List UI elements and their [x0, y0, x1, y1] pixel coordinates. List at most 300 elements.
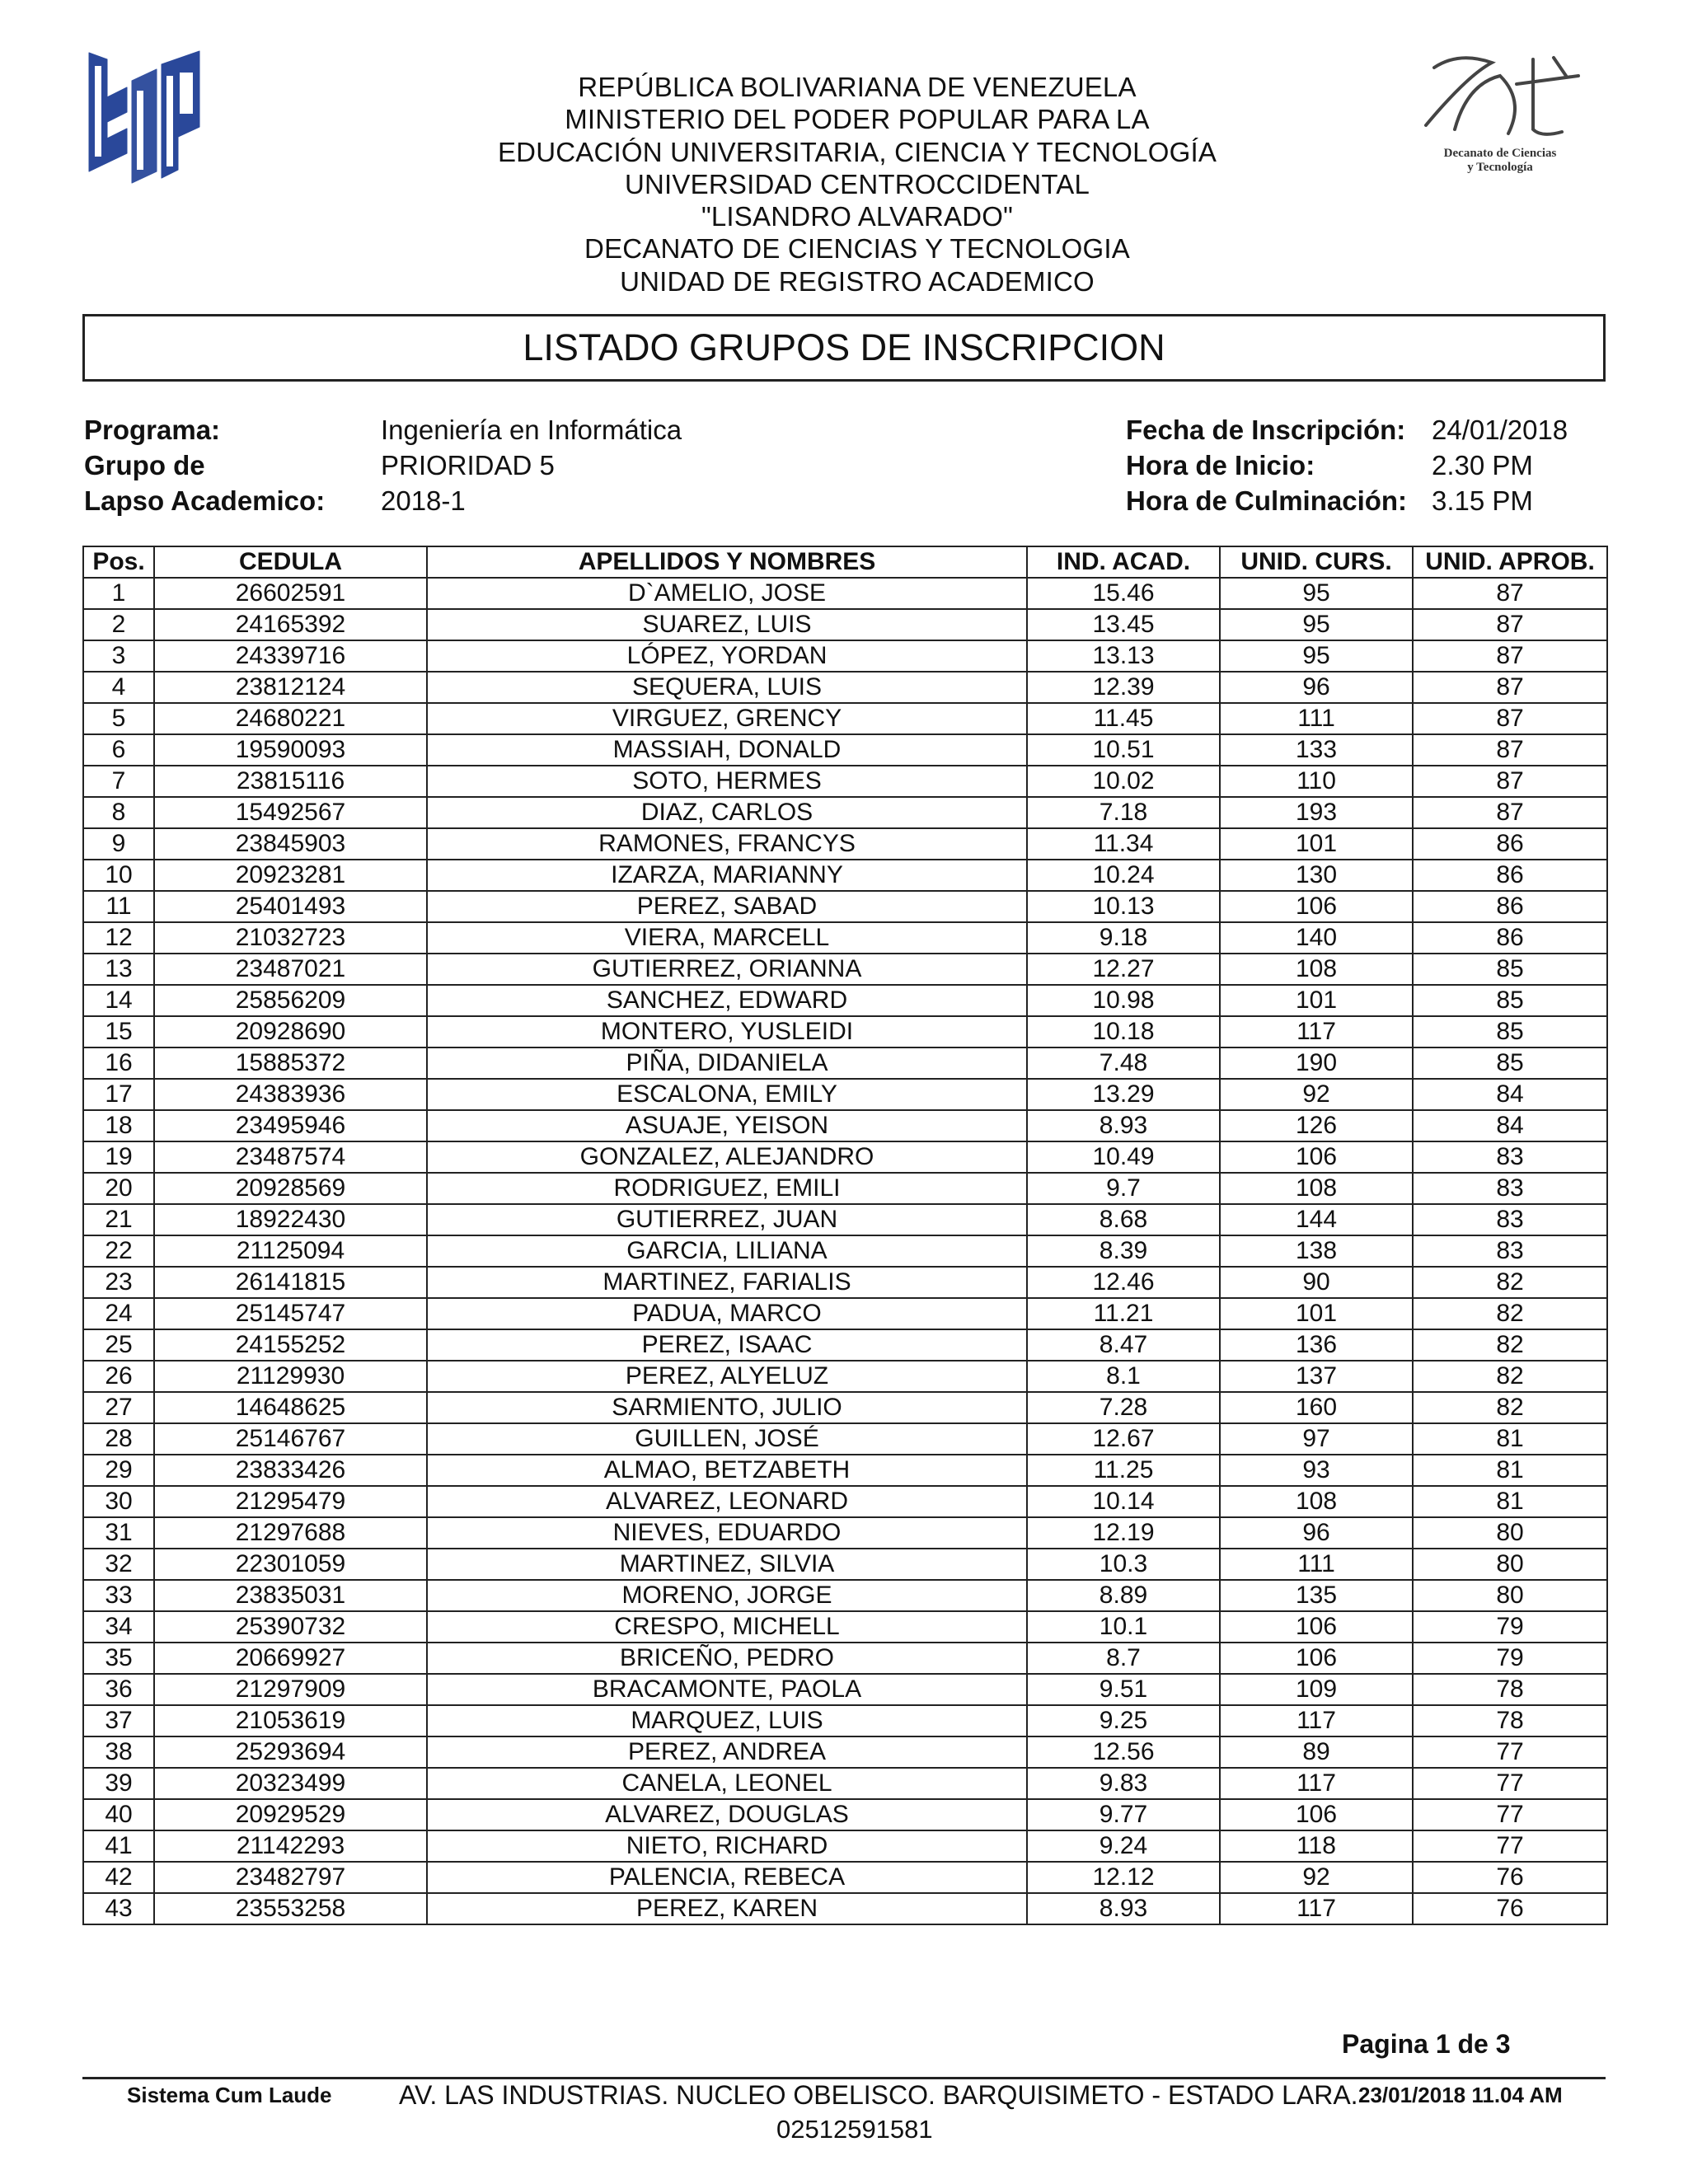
table-row — [83, 609, 1607, 640]
pos-cell: 3 — [83, 640, 154, 672]
unid-aprob-cell: 80 — [1413, 1549, 1607, 1580]
name-cell: ALVAREZ, LEONARD — [427, 1486, 1027, 1517]
name-cell: CANELA, LEONEL — [427, 1768, 1027, 1799]
unid-curs-cell: 106 — [1220, 1643, 1413, 1674]
ind-acad-cell: 9.77 — [1027, 1799, 1220, 1830]
pos-cell: 12 — [83, 922, 154, 954]
table-row — [83, 1455, 1607, 1486]
pos-cell: 30 — [83, 1486, 154, 1517]
name-cell: GONZALEZ, ALEJANDRO — [427, 1141, 1027, 1173]
unid-aprob-cell: 79 — [1413, 1643, 1607, 1674]
unid-aprob-cell: 82 — [1413, 1392, 1607, 1423]
table-row — [83, 1830, 1607, 1862]
name-cell: SOTO, HERMES — [427, 766, 1027, 797]
pos-cell: 32 — [83, 1549, 154, 1580]
col-header-ind-acad: IND. ACAD. — [1027, 546, 1220, 578]
ind-acad-cell: 8.47 — [1027, 1329, 1220, 1361]
unid-curs-cell: 137 — [1220, 1361, 1413, 1392]
cedula-cell: 19590093 — [154, 734, 427, 766]
pos-cell: 35 — [83, 1643, 154, 1674]
cedula-cell: 24165392 — [154, 609, 427, 640]
footer-datetime: 23/01/2018 11.04 AM — [1358, 2083, 1563, 2107]
ind-acad-cell: 15.46 — [1027, 578, 1220, 609]
unid-curs-cell: 106 — [1220, 1611, 1413, 1643]
unid-curs-cell: 118 — [1220, 1830, 1413, 1862]
name-cell: GARCIA, LILIANA — [427, 1235, 1027, 1267]
table-row — [83, 1016, 1607, 1047]
unid-curs-cell: 111 — [1220, 1549, 1413, 1580]
unid-curs-cell: 89 — [1220, 1736, 1413, 1768]
unid-aprob-cell: 81 — [1413, 1455, 1607, 1486]
footer-divider — [82, 2077, 1606, 2079]
table-row — [83, 860, 1607, 891]
unid-curs-cell: 117 — [1220, 1705, 1413, 1736]
name-cell: NIETO, RICHARD — [427, 1830, 1027, 1862]
ind-acad-cell: 8.93 — [1027, 1893, 1220, 1924]
ind-acad-cell: 10.98 — [1027, 985, 1220, 1016]
ind-acad-cell: 12.56 — [1027, 1736, 1220, 1768]
pos-cell: 9 — [83, 828, 154, 860]
pos-cell: 34 — [83, 1611, 154, 1643]
name-cell: SEQUERA, LUIS — [427, 672, 1027, 703]
ind-acad-cell: 12.46 — [1027, 1267, 1220, 1298]
unid-aprob-cell: 86 — [1413, 922, 1607, 954]
ind-acad-cell: 12.67 — [1027, 1423, 1220, 1455]
table-row — [83, 1768, 1607, 1799]
table-row — [83, 1549, 1607, 1580]
fecha-label: Fecha de Inscripción: — [1126, 415, 1406, 445]
cedula-cell: 23487021 — [154, 954, 427, 985]
unid-curs-cell: 160 — [1220, 1392, 1413, 1423]
unid-curs-cell: 95 — [1220, 640, 1413, 672]
col-header-pos: Pos. — [83, 546, 154, 578]
unid-curs-cell: 95 — [1220, 578, 1413, 609]
cedula-cell: 22301059 — [154, 1549, 427, 1580]
cedula-cell: 25390732 — [154, 1611, 427, 1643]
table-row — [83, 891, 1607, 922]
ind-acad-cell: 9.7 — [1027, 1173, 1220, 1204]
pos-cell: 37 — [83, 1705, 154, 1736]
pos-cell: 36 — [83, 1674, 154, 1705]
table-row — [83, 703, 1607, 734]
unid-aprob-cell: 77 — [1413, 1799, 1607, 1830]
unid-curs-cell: 190 — [1220, 1047, 1413, 1079]
unid-aprob-cell: 87 — [1413, 609, 1607, 640]
unid-aprob-cell: 78 — [1413, 1674, 1607, 1705]
ind-acad-cell: 12.19 — [1027, 1517, 1220, 1549]
unid-aprob-cell: 76 — [1413, 1893, 1607, 1924]
ind-acad-cell: 11.34 — [1027, 828, 1220, 860]
ind-acad-cell: 13.13 — [1027, 640, 1220, 672]
table-row — [83, 1047, 1607, 1079]
name-cell: BRACAMONTE, PAOLA — [427, 1674, 1027, 1705]
unid-curs-cell: 92 — [1220, 1862, 1413, 1893]
ind-acad-cell: 8.39 — [1027, 1235, 1220, 1267]
name-cell: GUTIERREZ, JUAN — [427, 1204, 1027, 1235]
name-cell: NIEVES, EDUARDO — [427, 1517, 1027, 1549]
name-cell: BRICEÑO, PEDRO — [427, 1643, 1027, 1674]
unid-curs-cell: 140 — [1220, 922, 1413, 954]
table-row — [83, 1110, 1607, 1141]
cedula-cell: 20928690 — [154, 1016, 427, 1047]
table-row — [83, 1079, 1607, 1110]
unid-aprob-cell: 86 — [1413, 860, 1607, 891]
table-row — [83, 1862, 1607, 1893]
pos-cell: 6 — [83, 734, 154, 766]
table-row — [83, 1173, 1607, 1204]
header-line: UNIVERSIDAD CENTROCCIDENTAL — [624, 168, 1090, 199]
unid-aprob-cell: 83 — [1413, 1204, 1607, 1235]
ind-acad-cell: 10.24 — [1027, 860, 1220, 891]
unid-curs-cell: 130 — [1220, 860, 1413, 891]
table-row — [83, 1611, 1607, 1643]
col-header-cedula: CEDULA — [154, 546, 427, 578]
name-cell: SUAREZ, LUIS — [427, 609, 1027, 640]
pos-cell: 43 — [83, 1893, 154, 1924]
table-row — [83, 1267, 1607, 1298]
pos-cell: 15 — [83, 1016, 154, 1047]
table-row — [83, 1705, 1607, 1736]
unid-curs-cell: 135 — [1220, 1580, 1413, 1611]
name-cell: RODRIGUEZ, EMILI — [427, 1173, 1027, 1204]
unid-curs-cell: 117 — [1220, 1016, 1413, 1047]
unid-curs-cell: 97 — [1220, 1423, 1413, 1455]
pos-cell: 41 — [83, 1830, 154, 1862]
programa-label: Programa: — [84, 415, 221, 445]
unid-aprob-cell: 85 — [1413, 985, 1607, 1016]
cedula-cell: 15885372 — [154, 1047, 427, 1079]
ind-acad-cell: 9.18 — [1027, 922, 1220, 954]
ind-acad-cell: 9.24 — [1027, 1830, 1220, 1862]
unid-aprob-cell: 82 — [1413, 1267, 1607, 1298]
name-cell: GUILLEN, JOSÉ — [427, 1423, 1027, 1455]
cedula-cell: 23815116 — [154, 766, 427, 797]
unid-aprob-cell: 82 — [1413, 1361, 1607, 1392]
ind-acad-cell: 7.48 — [1027, 1047, 1220, 1079]
col-header-unid-aprob: UNID. APROB. — [1413, 546, 1607, 578]
name-cell: PEREZ, ALYELUZ — [427, 1361, 1027, 1392]
ind-acad-cell: 9.25 — [1027, 1705, 1220, 1736]
cedula-cell: 25401493 — [154, 891, 427, 922]
unid-aprob-cell: 87 — [1413, 734, 1607, 766]
hora-inicio-label: Hora de Inicio: — [1126, 450, 1315, 480]
pos-cell: 18 — [83, 1110, 154, 1141]
unid-aprob-cell: 85 — [1413, 1047, 1607, 1079]
unid-aprob-cell: 85 — [1413, 954, 1607, 985]
unid-curs-cell: 108 — [1220, 1173, 1413, 1204]
ind-acad-cell: 12.27 — [1027, 954, 1220, 985]
footer-system-name: Sistema Cum Laude — [127, 2083, 332, 2107]
unid-aprob-cell: 83 — [1413, 1235, 1607, 1267]
pos-cell: 25 — [83, 1329, 154, 1361]
name-cell: PIÑA, DIDANIELA — [427, 1047, 1027, 1079]
header-line: EDUCACIÓN UNIVERSITARIA, CIENCIA Y TECNOLOGÍA — [497, 136, 1217, 167]
unid-aprob-cell: 86 — [1413, 828, 1607, 860]
pos-cell: 31 — [83, 1517, 154, 1549]
unid-curs-cell: 193 — [1220, 797, 1413, 828]
ind-acad-cell: 8.68 — [1027, 1204, 1220, 1235]
table-row — [83, 1141, 1607, 1173]
unid-curs-cell: 106 — [1220, 891, 1413, 922]
name-cell: MARQUEZ, LUIS — [427, 1705, 1027, 1736]
name-cell: PEREZ, SABAD — [427, 891, 1027, 922]
cedula-cell: 23812124 — [154, 672, 427, 703]
table-row — [83, 1361, 1607, 1392]
meta-labels-right — [1126, 412, 1407, 518]
cedula-cell: 25856209 — [154, 985, 427, 1016]
cedula-cell: 26602591 — [154, 578, 427, 609]
pos-cell: 14 — [83, 985, 154, 1016]
table-row — [83, 640, 1607, 672]
unid-curs-cell: 144 — [1220, 1204, 1413, 1235]
pos-cell: 24 — [83, 1298, 154, 1329]
cedula-cell: 24339716 — [154, 640, 427, 672]
unid-curs-cell: 101 — [1220, 828, 1413, 860]
unid-aprob-cell: 76 — [1413, 1862, 1607, 1893]
meta-values-right — [1432, 412, 1568, 518]
unid-aprob-cell: 87 — [1413, 578, 1607, 609]
unid-aprob-cell: 83 — [1413, 1173, 1607, 1204]
cedula-cell: 23833426 — [154, 1455, 427, 1486]
name-cell: CRESPO, MICHELL — [427, 1611, 1027, 1643]
unid-aprob-cell: 81 — [1413, 1423, 1607, 1455]
unid-aprob-cell: 80 — [1413, 1517, 1607, 1549]
table-row — [83, 1423, 1607, 1455]
unid-curs-cell: 96 — [1220, 1517, 1413, 1549]
unid-aprob-cell: 87 — [1413, 766, 1607, 797]
unid-aprob-cell: 77 — [1413, 1768, 1607, 1799]
name-cell: PEREZ, ANDREA — [427, 1736, 1027, 1768]
pos-cell: 4 — [83, 672, 154, 703]
name-cell: MORENO, JORGE — [427, 1580, 1027, 1611]
pos-cell: 22 — [83, 1235, 154, 1267]
meta-values-left — [381, 412, 682, 518]
table-row — [83, 1392, 1607, 1423]
cedula-cell: 23487574 — [154, 1141, 427, 1173]
ind-acad-cell: 7.28 — [1027, 1392, 1220, 1423]
pos-cell: 42 — [83, 1862, 154, 1893]
cedula-cell: 21032723 — [154, 922, 427, 954]
cedula-cell: 23553258 — [154, 1893, 427, 1924]
pos-cell: 20 — [83, 1173, 154, 1204]
table-row — [83, 1486, 1607, 1517]
unid-curs-cell: 93 — [1220, 1455, 1413, 1486]
ind-acad-cell: 11.45 — [1027, 703, 1220, 734]
ucla-logo — [82, 48, 206, 192]
cedula-cell: 24680221 — [154, 703, 427, 734]
unid-curs-cell: 117 — [1220, 1768, 1413, 1799]
table-row — [83, 1674, 1607, 1705]
pos-cell: 7 — [83, 766, 154, 797]
ind-acad-cell: 10.02 — [1027, 766, 1220, 797]
name-cell: ALVAREZ, DOUGLAS — [427, 1799, 1027, 1830]
name-cell: PEREZ, ISAAC — [427, 1329, 1027, 1361]
table-row — [83, 1329, 1607, 1361]
ind-acad-cell: 12.39 — [1027, 672, 1220, 703]
unid-curs-cell: 90 — [1220, 1267, 1413, 1298]
ind-acad-cell: 11.21 — [1027, 1298, 1220, 1329]
cedula-cell: 25293694 — [154, 1736, 427, 1768]
footer-phone: 02512591581 — [776, 2115, 933, 2144]
cedula-cell: 24383936 — [154, 1079, 427, 1110]
ind-acad-cell: 9.51 — [1027, 1674, 1220, 1705]
grupo-value: PRIORIDAD 5 — [381, 450, 555, 480]
unid-curs-cell: 106 — [1220, 1799, 1413, 1830]
name-cell: SANCHEZ, EDWARD — [427, 985, 1027, 1016]
cedula-cell: 21297909 — [154, 1674, 427, 1705]
footer-address: AV. LAS INDUSTRIAS. NUCLEO OBELISCO. BARQUISIMETO - ESTADO LARA. — [399, 2080, 1358, 2110]
pos-cell: 11 — [83, 891, 154, 922]
ind-acad-cell: 11.25 — [1027, 1455, 1220, 1486]
name-cell: PEREZ, KAREN — [427, 1893, 1027, 1924]
cedula-cell: 20929529 — [154, 1799, 427, 1830]
table-row — [83, 1204, 1607, 1235]
cedula-cell: 20669927 — [154, 1643, 427, 1674]
unid-curs-cell: 96 — [1220, 672, 1413, 703]
unid-curs-cell: 126 — [1220, 1110, 1413, 1141]
table-body — [83, 578, 1607, 1924]
cedula-cell: 26141815 — [154, 1267, 427, 1298]
ind-acad-cell: 13.45 — [1027, 609, 1220, 640]
unid-aprob-cell: 83 — [1413, 1141, 1607, 1173]
unid-aprob-cell: 84 — [1413, 1079, 1607, 1110]
pos-cell: 27 — [83, 1392, 154, 1423]
unid-curs-cell: 111 — [1220, 703, 1413, 734]
unid-curs-cell: 101 — [1220, 1298, 1413, 1329]
unid-aprob-cell: 79 — [1413, 1611, 1607, 1643]
name-cell: RAMONES, FRANCYS — [427, 828, 1027, 860]
header-line: MINISTERIO DEL PODER POPULAR PARA LA — [565, 104, 1150, 135]
cedula-cell: 21129930 — [154, 1361, 427, 1392]
inscription-table — [82, 546, 1608, 1925]
table-row — [83, 1517, 1607, 1549]
hora-inicio-value: 2.30 PM — [1432, 450, 1533, 480]
table-row — [83, 1643, 1607, 1674]
programa-value: Ingeniería en Informática — [381, 415, 682, 445]
cedula-cell: 20923281 — [154, 860, 427, 891]
unid-curs-cell: 108 — [1220, 954, 1413, 985]
pos-cell: 8 — [83, 797, 154, 828]
name-cell: MASSIAH, DONALD — [427, 734, 1027, 766]
unid-aprob-cell: 85 — [1413, 1016, 1607, 1047]
col-header-nombres: APELLIDOS Y NOMBRES — [427, 546, 1027, 578]
unid-aprob-cell: 87 — [1413, 672, 1607, 703]
cedula-cell: 20928569 — [154, 1173, 427, 1204]
table-row — [83, 1235, 1607, 1267]
pos-cell: 39 — [83, 1768, 154, 1799]
ind-acad-cell: 8.1 — [1027, 1361, 1220, 1392]
col-header-unid-curs: UNID. CURS. — [1220, 546, 1413, 578]
cedula-cell: 21053619 — [154, 1705, 427, 1736]
header-line: REPÚBLICA BOLIVARIANA DE VENEZUELA — [578, 72, 1137, 102]
logo-caption-line: Decanato de Ciencias — [1443, 147, 1557, 160]
name-cell: PADUA, MARCO — [427, 1298, 1027, 1329]
unid-aprob-cell: 87 — [1413, 640, 1607, 672]
table-row — [83, 954, 1607, 985]
pos-cell: 21 — [83, 1204, 154, 1235]
unid-curs-cell: 117 — [1220, 1893, 1413, 1924]
unid-curs-cell: 138 — [1220, 1235, 1413, 1267]
lapso-label: Lapso Academico: — [84, 485, 326, 516]
ind-acad-cell: 10.49 — [1027, 1141, 1220, 1173]
unid-curs-cell: 92 — [1220, 1079, 1413, 1110]
pos-cell: 17 — [83, 1079, 154, 1110]
unid-aprob-cell: 87 — [1413, 703, 1607, 734]
pos-cell: 1 — [83, 578, 154, 609]
ind-acad-cell: 10.1 — [1027, 1611, 1220, 1643]
unid-aprob-cell: 80 — [1413, 1580, 1607, 1611]
ind-acad-cell: 8.93 — [1027, 1110, 1220, 1141]
cedula-cell: 15492567 — [154, 797, 427, 828]
cedula-cell: 20323499 — [154, 1768, 427, 1799]
document-title: LISTADO GRUPOS DE INSCRIPCION — [82, 314, 1606, 382]
unid-curs-cell: 106 — [1220, 1141, 1413, 1173]
cedula-cell: 21125094 — [154, 1235, 427, 1267]
logo-caption-line: y Tecnología — [1467, 161, 1533, 174]
name-cell: IZARZA, MARIANNY — [427, 860, 1027, 891]
cedula-cell: 25145747 — [154, 1298, 427, 1329]
name-cell: ALMAO, BETZABETH — [427, 1455, 1027, 1486]
cedula-cell: 25146767 — [154, 1423, 427, 1455]
name-cell: ASUAJE, YEISON — [427, 1110, 1027, 1141]
name-cell: ESCALONA, EMILY — [427, 1079, 1027, 1110]
cedula-cell: 21297688 — [154, 1517, 427, 1549]
ind-acad-cell: 7.18 — [1027, 797, 1220, 828]
pos-cell: 23 — [83, 1267, 154, 1298]
pos-cell: 10 — [83, 860, 154, 891]
unid-curs-cell: 110 — [1220, 766, 1413, 797]
pos-cell: 2 — [83, 609, 154, 640]
pos-cell: 5 — [83, 703, 154, 734]
table-row — [83, 734, 1607, 766]
unid-curs-cell: 95 — [1220, 609, 1413, 640]
table-row — [83, 1799, 1607, 1830]
cedula-cell: 23835031 — [154, 1580, 427, 1611]
table-row — [83, 1736, 1607, 1768]
pos-cell: 29 — [83, 1455, 154, 1486]
unid-aprob-cell: 86 — [1413, 891, 1607, 922]
ind-acad-cell: 8.7 — [1027, 1643, 1220, 1674]
institution-header — [445, 71, 1269, 298]
header-line: UNIDAD DE REGISTRO ACADEMICO — [620, 265, 1095, 297]
table-row — [83, 766, 1607, 797]
ind-acad-cell: 10.3 — [1027, 1549, 1220, 1580]
name-cell: MARTINEZ, SILVIA — [427, 1549, 1027, 1580]
unid-curs-cell: 136 — [1220, 1329, 1413, 1361]
name-cell: VIERA, MARCELL — [427, 922, 1027, 954]
hora-fin-label: Hora de Culminación: — [1126, 485, 1408, 516]
header-line: "LISANDRO ALVARADO" — [701, 201, 1014, 232]
ind-acad-cell: 8.89 — [1027, 1580, 1220, 1611]
unid-aprob-cell: 82 — [1413, 1298, 1607, 1329]
unid-aprob-cell: 77 — [1413, 1736, 1607, 1768]
name-cell: MARTINEZ, FARIALIS — [427, 1267, 1027, 1298]
ind-acad-cell: 13.29 — [1027, 1079, 1220, 1110]
table-row — [83, 672, 1607, 703]
table-row — [83, 1298, 1607, 1329]
unid-aprob-cell: 81 — [1413, 1486, 1607, 1517]
pos-cell: 38 — [83, 1736, 154, 1768]
cedula-cell: 14648625 — [154, 1392, 427, 1423]
pos-cell: 33 — [83, 1580, 154, 1611]
unid-aprob-cell: 84 — [1413, 1110, 1607, 1141]
cedula-cell: 18922430 — [154, 1204, 427, 1235]
ind-acad-cell: 10.14 — [1027, 1486, 1220, 1517]
ind-acad-cell: 10.18 — [1027, 1016, 1220, 1047]
grupo-label: Grupo de — [84, 450, 205, 480]
header-line: DECANATO DE CIENCIAS Y TECNOLOGIA — [584, 233, 1130, 265]
pos-cell: 19 — [83, 1141, 154, 1173]
